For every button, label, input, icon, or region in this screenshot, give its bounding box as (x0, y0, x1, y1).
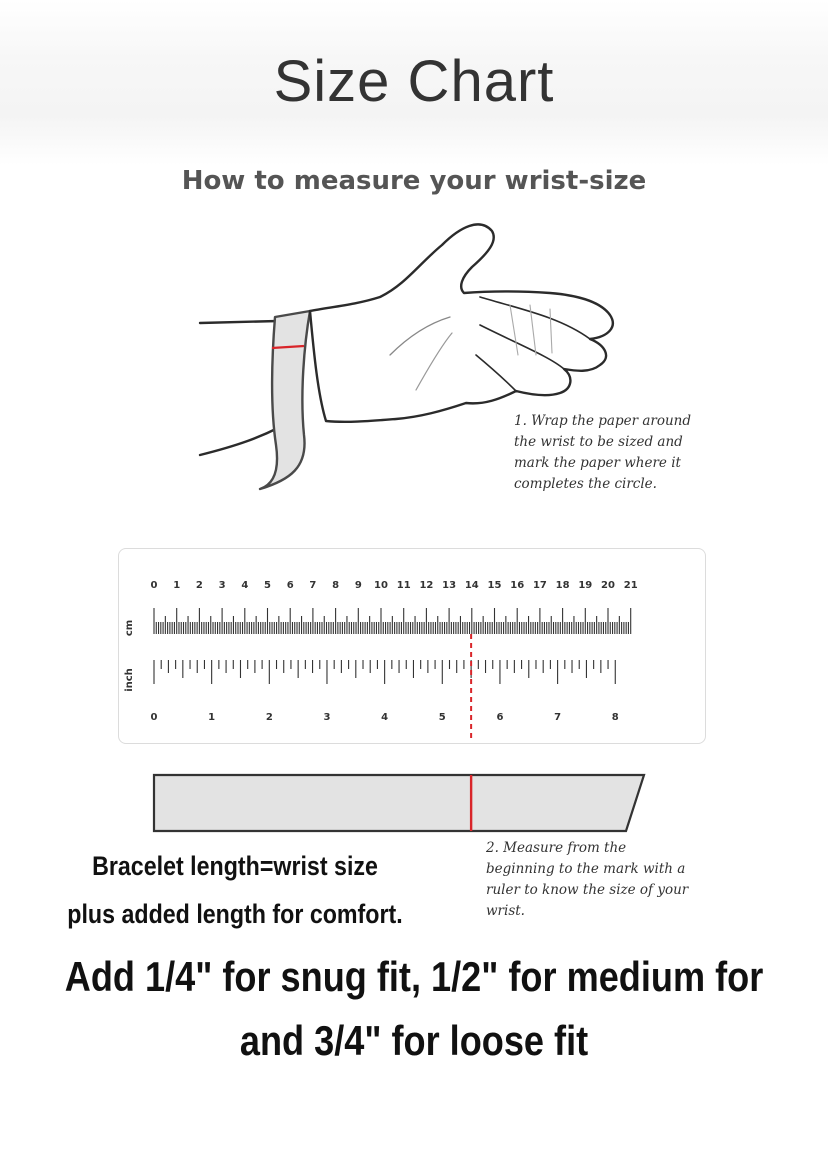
cm-tick-label: 12 (419, 580, 434, 591)
step-1-line: the wrist to be sized and (514, 434, 683, 450)
inch-tick-label: 6 (496, 712, 504, 723)
inch-tick-label: 5 (438, 712, 446, 723)
inch-tick-label: 2 (265, 712, 273, 723)
step-1-line: 1. Wrap the paper around (514, 413, 692, 429)
cm-unit-label: cm (124, 619, 135, 637)
bracelet-note-line: Bracelet length=wrist size (92, 851, 378, 881)
step-2-line: beginning to the mark with a (486, 861, 686, 877)
cm-tick-label: 16 (510, 580, 525, 591)
bracelet-note-line: plus added length for comfort. (67, 899, 403, 929)
cm-tick-label: 2 (195, 580, 203, 591)
cm-tick-label: 6 (286, 580, 294, 591)
cm-scale (151, 580, 638, 634)
cm-tick-label: 0 (150, 580, 158, 591)
cm-tick-label: 20 (601, 580, 615, 591)
cm-tick-label: 4 (241, 580, 249, 591)
step-1-instructions (514, 411, 724, 495)
page-title: Size Chart (273, 49, 555, 114)
cm-tick-label: 3 (218, 580, 226, 591)
cm-tick-label: 17 (532, 580, 547, 591)
cm-tick-label: 7 (309, 580, 317, 591)
inch-scale (151, 660, 619, 723)
cm-tick-label: 8 (332, 580, 340, 591)
inch-tick-label: 3 (323, 712, 331, 723)
inch-tick-label: 1 (208, 712, 216, 723)
cm-tick-label: 5 (264, 580, 271, 591)
fit-note-line: Add 1/4" for snug fit, 1/2" for medium for (64, 953, 764, 1000)
cm-tick-label: 21 (623, 580, 638, 591)
inch-tick-label: 8 (611, 712, 619, 723)
cm-tick-label: 10 (374, 580, 388, 591)
step-2-line: wrist. (486, 903, 525, 919)
inch-tick-label: 0 (150, 712, 158, 723)
cm-tick-label: 13 (442, 580, 457, 591)
paper-strip (150, 770, 650, 836)
cm-tick-label: 9 (354, 580, 362, 591)
cm-tick-label: 14 (464, 580, 479, 591)
step-1-line: mark the paper where it (514, 455, 681, 471)
inch-tick-label: 7 (554, 712, 562, 723)
cm-tick-label: 18 (555, 580, 570, 591)
fit-guidance (58, 945, 770, 1073)
cm-tick-label: 15 (487, 580, 502, 591)
step-1-line: completes the circle. (514, 476, 657, 492)
bracelet-length-note (67, 842, 402, 938)
cm-tick-label: 1 (173, 580, 181, 591)
inch-tick-label: 4 (381, 712, 389, 723)
inch-unit-label: inch (124, 668, 135, 692)
cm-tick-label: 19 (578, 580, 593, 591)
step-2-line: ruler to know the size of your (486, 882, 689, 898)
ruler (118, 548, 704, 742)
step-2-line: 2. Measure from the (486, 840, 627, 856)
fit-note-line: and 3/4" for loose fit (239, 1017, 589, 1064)
step-2-instructions (486, 838, 716, 922)
page-subtitle: How to measure your wrist-size (181, 166, 647, 196)
cm-tick-label: 11 (396, 580, 411, 591)
